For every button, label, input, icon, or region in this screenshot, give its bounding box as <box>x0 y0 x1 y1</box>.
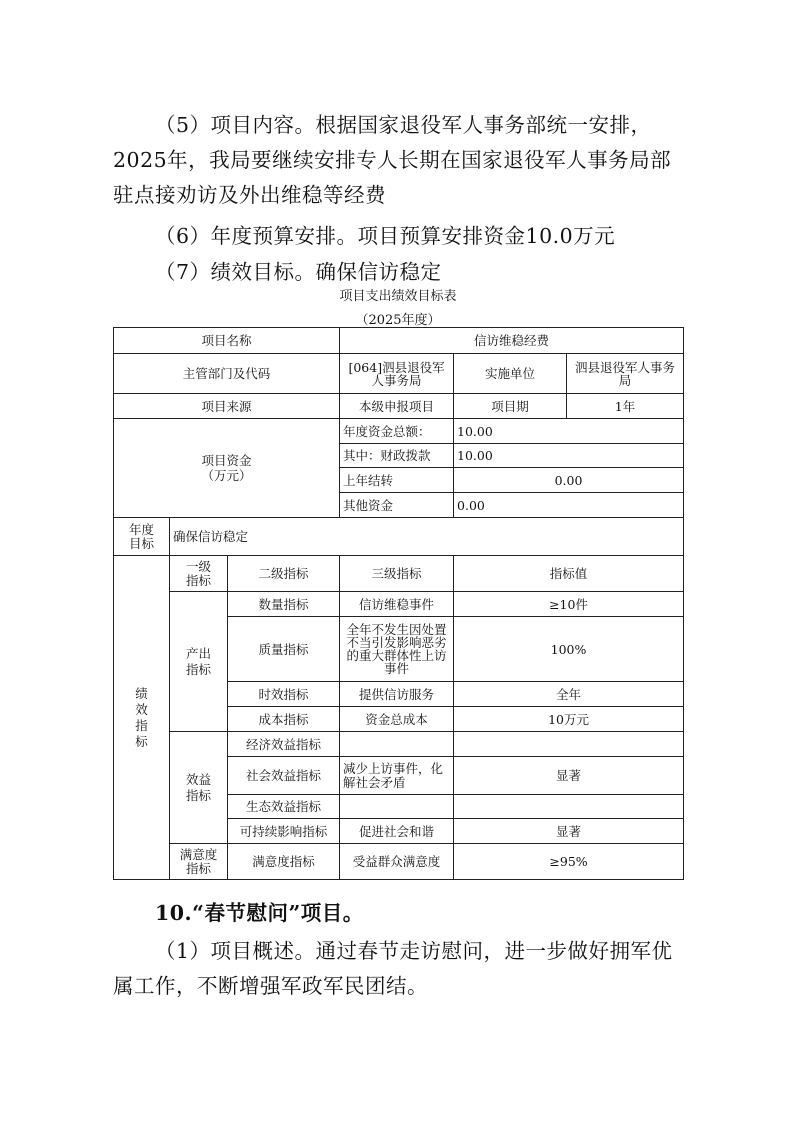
table-row-l3: 全年不发生因处置不当引发影响恶劣的重大群体性上访事件 <box>340 617 454 682</box>
goal-paragraph: （7）绩效目标。确保信访稳定 <box>155 260 442 284</box>
perf-indicators-label: 绩效指标 <box>114 556 170 880</box>
impl-label: 实施单位 <box>454 354 567 394</box>
section10-heading: 10.“春节慰问”项目。 <box>155 901 364 925</box>
table-row-l3 <box>340 732 454 757</box>
project-name-value: 信访维稳经费 <box>340 328 684 354</box>
table-row-l2: 质量指标 <box>228 617 340 682</box>
header-value: 指标值 <box>454 556 684 592</box>
table-row-l3: 信访维稳事件 <box>340 592 454 617</box>
project-content-paragraph: （5）项目内容。根据国家退役军人事务部统一安排，2025年，我局要继续安排专人长期在国家退役军人事务局部驻点接劝访及外出维稳等经费 <box>113 113 672 207</box>
header-level2: 二级指标 <box>228 556 340 592</box>
table-row-l3: 资金总成本 <box>340 707 454 732</box>
table-row-value: 全年 <box>454 682 684 707</box>
period-value: 1年 <box>567 394 684 419</box>
funds-fiscal-value: 10.00 <box>454 444 684 468</box>
performance-target-table <box>113 327 684 880</box>
table-year: （2025年度） <box>355 313 441 328</box>
dept-label: 主管部门及代码 <box>114 354 340 394</box>
table-row-l3 <box>340 795 454 819</box>
table-row-l2: 经济效益指标 <box>228 732 340 757</box>
table-row-l3: 受益群众满意度 <box>340 844 454 880</box>
table-row-value: 100% <box>454 617 684 682</box>
funds-carry-value: 0.00 <box>454 468 684 493</box>
table-row-l2: 成本指标 <box>228 707 340 732</box>
table-row-value <box>454 732 684 757</box>
table-row-value: 10万元 <box>454 707 684 732</box>
table-row-l2: 时效指标 <box>228 682 340 707</box>
budget-paragraph: （6）年度预算安排。项目预算安排资金10.0万元 <box>155 224 616 248</box>
source-value: 本级申报项目 <box>340 394 454 419</box>
table-row-l3: 促进社会和谐 <box>340 819 454 844</box>
table-row-value: 显著 <box>454 819 684 844</box>
funds-other-value: 0.00 <box>454 493 684 518</box>
funds-total-label: 年度资金总额： <box>340 419 454 444</box>
annual-goal-value: 确保信访稳定 <box>170 518 684 556</box>
table-row-value <box>454 795 684 819</box>
funds-label: 项目资金（万元） <box>114 419 340 518</box>
dept-value: [064]泗县退役军人事务局 <box>340 354 454 394</box>
table-row-l3: 减少上访事件，化解社会矛盾 <box>340 757 454 795</box>
funds-carry-label: 上年结转 <box>340 468 454 493</box>
source-label: 项目来源 <box>114 394 340 419</box>
annual-goal-label: 年度目标 <box>114 518 170 556</box>
period-label: 项目期 <box>454 394 567 419</box>
project-name-label: 项目名称 <box>114 328 340 354</box>
table-row-l3: 提供信访服务 <box>340 682 454 707</box>
output-indicators-label: 产出指标 <box>170 592 228 732</box>
table-row-l2: 社会效益指标 <box>228 757 340 795</box>
table-row-value: 显著 <box>454 757 684 795</box>
funds-other-label: 其他资金 <box>340 493 454 518</box>
table-title: 项目支出绩效目标表 <box>339 289 457 304</box>
benefit-indicators-label: 效益指标 <box>170 732 228 844</box>
table-row-l2: 可持续影响指标 <box>228 819 340 844</box>
table-row-l2: 满意度指标 <box>228 844 340 880</box>
funds-fiscal-label: 其中：财政拨款 <box>340 444 454 468</box>
funds-total-value: 10.00 <box>454 419 684 444</box>
impl-value: 泗县退役军人事务局 <box>567 354 684 394</box>
table-row-l2: 生态效益指标 <box>228 795 340 819</box>
header-level3: 三级指标 <box>340 556 454 592</box>
table-row-value: ≥10件 <box>454 592 684 617</box>
section10-overview: （1）项目概述。通过春节走访慰问，进一步做好拥军优属工作，不断增强军政军民团结。 <box>113 939 673 998</box>
satisfaction-indicators-label: 满意度指标 <box>170 844 228 880</box>
header-level1: 一级指标 <box>170 556 228 592</box>
table-row-l2: 数量指标 <box>228 592 340 617</box>
table-row-value: ≥95% <box>454 844 684 880</box>
